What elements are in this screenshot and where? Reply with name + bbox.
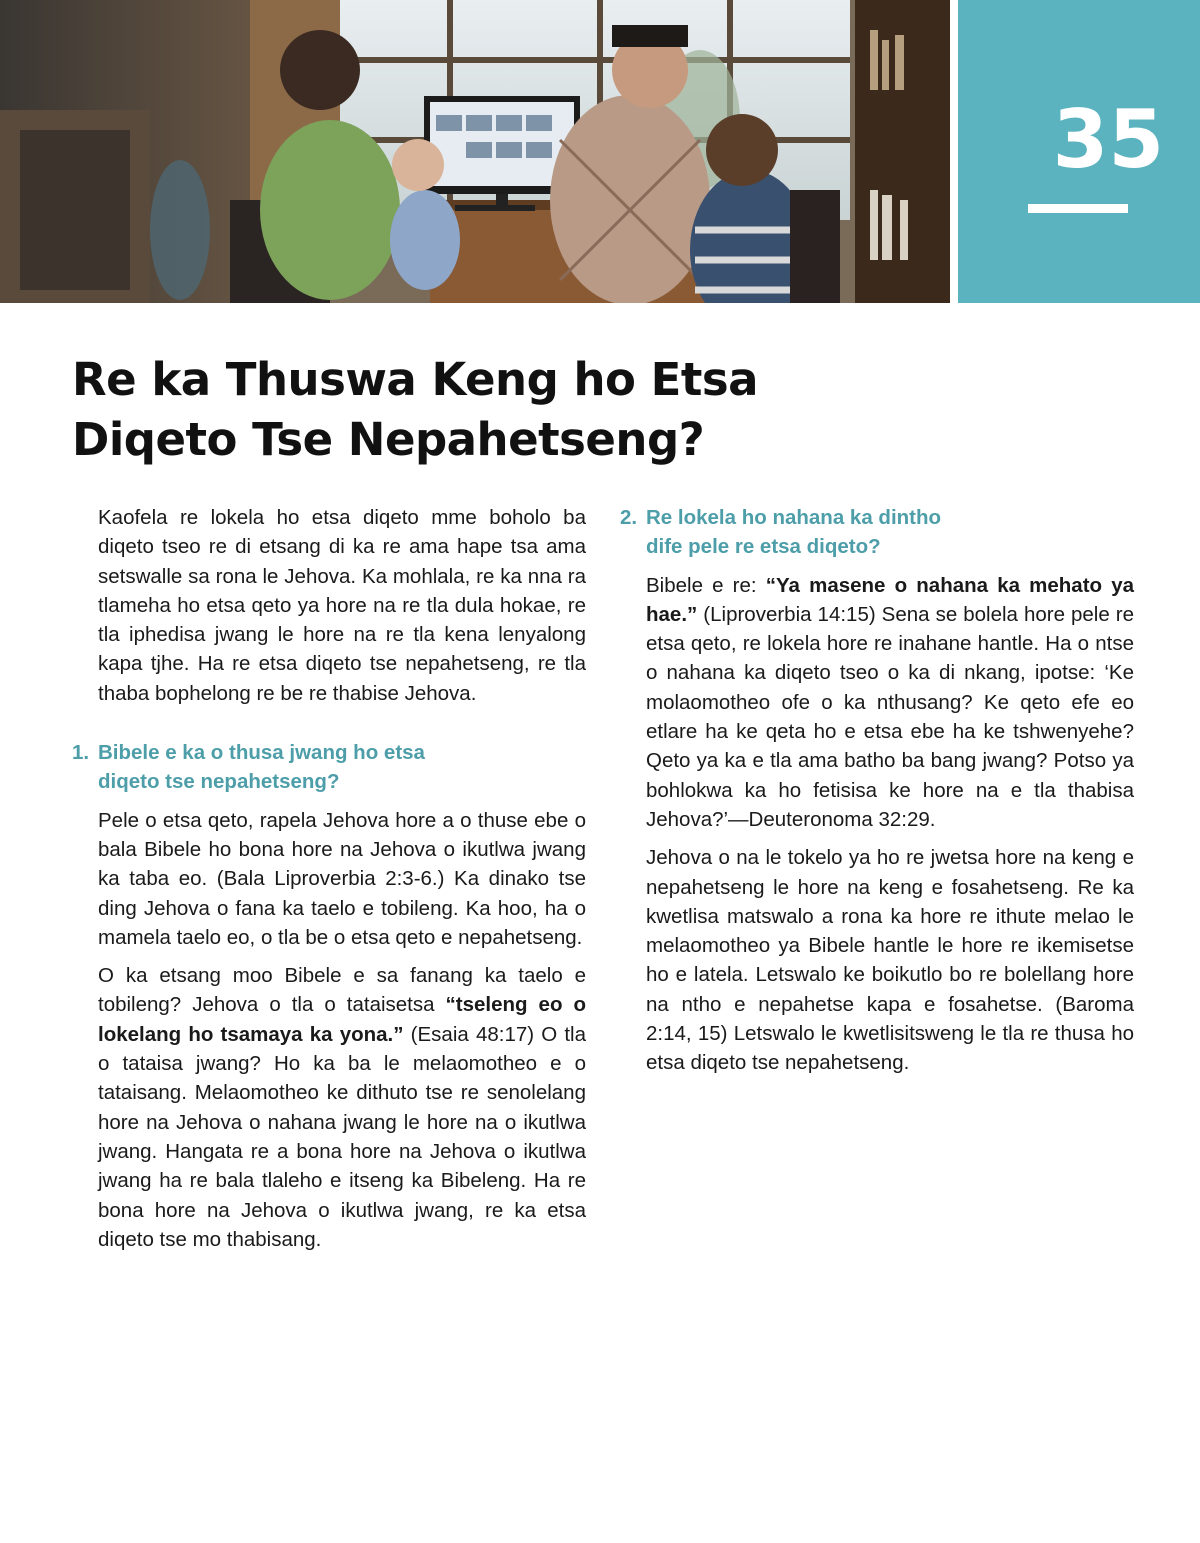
left-column: [72, 503, 586, 1263]
section-2-paragraph-2: Jehova o na le tokelo ya ho re jwetsa hore na keng e nepahetseng le hore na keng e fosahetseng. Re ka kwetlisa matswalo a rona ka hore re ithute melao le melaomotheo ya Bibele hantle le hore re ikemisetse ho e latela. Letswalo ke boikutlo bo re bolellang hore na ntho e nepahetse kapa e fosahetse. (Baroma 2:14, 15) Letswalo le kwetlisitsweng le tla re thusa ho etsa diqeto tse nepahetseng.: [646, 846, 1134, 1075]
lesson-number-badge: [958, 0, 1200, 303]
section-2-heading-line-2: dife pele re etsa diqeto?: [646, 535, 881, 559]
badge-underline: [1028, 204, 1128, 213]
lesson-number: 35: [1052, 93, 1164, 186]
section-1-heading: [72, 738, 586, 797]
title-line-2: Diqeto Tse Nepahetseng?: [72, 413, 705, 466]
section-1-heading-line-1: Bibele e ka o thusa jwang ho etsa: [98, 741, 425, 765]
section-2-paragraph-1: [646, 571, 1134, 835]
title-line-1: Re ka Thuswa Keng ho Etsa: [72, 353, 758, 406]
right-column: [620, 503, 1134, 1087]
section-1-number: 1.: [72, 741, 90, 765]
section-1-paragraph-2-start: O ka etsang moo Bibele e sa fanang ka taelo e tobileng? Jehova o tla o tataisetsa: [98, 964, 586, 1017]
section-2-heading-line-1: Re lokela ho nahana ka dintho: [646, 506, 942, 529]
section-2-scripture-quote: “Ya masene o nahana ka mehato ya hae.”: [646, 573, 1134, 626]
section-2-paragraph-1-rest: (Liproverbia 14:15) Sena se bolela hore pele re etsa qeto, re lokela hore re inahane hantle. Ha o ntse o nahana ka diqeto tseo o ka di nkang, ipotse: ‘Ke molaomotheo ofe o ka nthusang? Ke qeto efe eo etlare ha ke qeta ho e etsa ebe ha ke tshwenyehe? Qeto ya ka e tla ama batho ba bang jwang? Potso ya bohlokwa ka ho fetisisa ke hore na e tla thabisa Jehova?’—Deuteronoma 32:29.: [646, 602, 1134, 831]
intro-paragraph: Kaofela re lokela ho etsa diqeto mme boholo ba diqeto tseo re di etsang di ka re ama hape tsa ama setswalle sa rona le Jehova. Ka mohlala, re ka nna ra tlameha ho etsa qeto ya hore na re tla dula hokae, re tla iphedisa jwang le hore na re tla kena lenyalong kapa tjhe. Ha re etsa diqeto tse nepahetseng, re tla thaba bophelong re be re thabise Jehova.: [98, 506, 586, 705]
page-title: [72, 350, 792, 470]
section-1-paragraph-1: Pele o etsa qeto, rapela Jehova hore a o thuse ebe o bala Bibele ho bona hore na Jehova o ikutlwa jwang ka taba eo. (Bala Liproverbia 2:3-6.) Ka dinako tse ding Jehova o fana ka taelo e tobileng. Ka hoo, ha o mamela taelo eo, o tla be o etsa qeto e nepahetseng.: [98, 808, 586, 949]
section-2-number: 2.: [620, 506, 638, 529]
section-2-heading: [620, 503, 1134, 562]
hero-photo: [0, 0, 950, 303]
section-1-paragraph-2: [98, 961, 586, 1254]
section-1-heading-line-2: diqeto tse nepahetseng?: [98, 770, 340, 794]
section-2-paragraph-1-start: Bibele e re:: [646, 573, 766, 597]
family-at-computer-illustration: [0, 0, 950, 303]
section-1-paragraph-2-rest: (Esaia 48:17) O tla o tataisa jwang? Ho ka ba le melaomotheo e o tataisang. Melaomotheo ke dithuto tse re senolelang hore na Jehova o nahana jwang le hore na o ikutlwa jwang. Hangata re a bona hore na Jehova o ikutlwa jwang ha re bala tlaleho e itseng ka Bibeleng. Ha re bona hore na Jehova o ikutlwa jwang, re ka etsa diqeto tse mo thabisang.: [98, 1022, 586, 1251]
section-1-scripture-quote: “tseleng eo o lokelang ho tsamaya ka yona.”: [98, 993, 586, 1046]
